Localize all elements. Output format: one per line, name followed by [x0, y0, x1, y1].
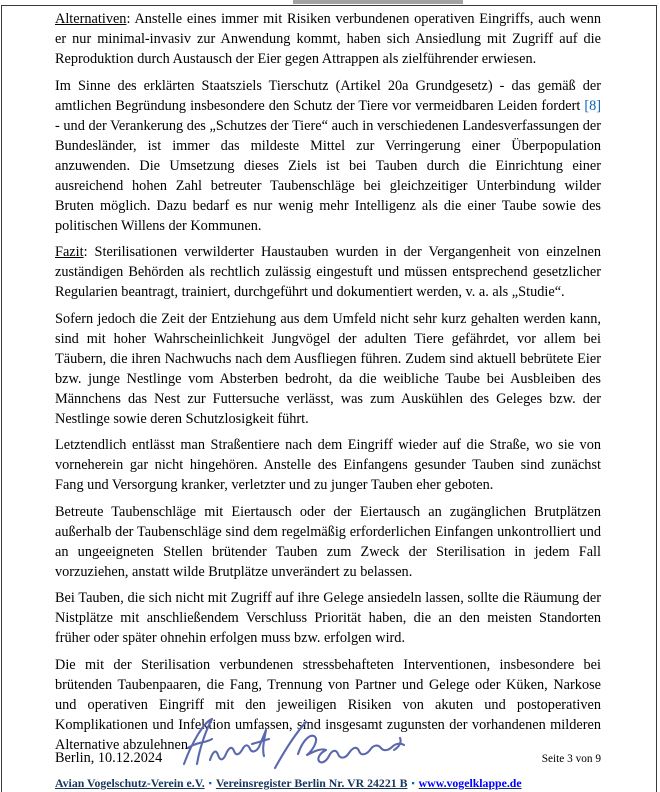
footer-separator-icon: ▪ — [411, 778, 415, 788]
reference-link[interactable]: [8] — [584, 97, 601, 114]
text-segment: Letztendlich entlässt man Straßentiere nach dem Eingriff wieder auf die Straße, wo sie von vorneherein gar nicht hingehören. Anstelle des Einfangens gesunder Tauben sind zunächst Fang und Versorgung kranker, verletzter und zu junger Tauben eher geboten. — [55, 437, 601, 493]
text-segment: Alternativen — [55, 11, 127, 27]
scrollbar-thumb[interactable] — [293, 0, 463, 4]
paragraph — [55, 502, 601, 582]
footer-website-link[interactable]: www.vogelklappe.de — [418, 776, 522, 790]
footer-register: Vereinsregister Berlin Nr. VR 24221 B — [215, 776, 408, 790]
date-place-line: Berlin, 10.12.2024 — [55, 750, 163, 766]
footer-separator-icon: ▪ — [208, 778, 212, 788]
paragraph — [55, 242, 601, 302]
paragraph — [55, 76, 601, 236]
text-segment: Im Sinne des erklärten Staatsziels Tierschutz (Artikel 20a Grundgesetz) - das gemäß der amtlichen Begründung insbesondere den Schutz der Tiere vor vermeidbaren Leiden fordert — [55, 77, 601, 114]
text-segment: : Anstelle eines immer mit Risiken verbundenen operativen Eingriffs, auch wenn er nur minimal-invasiv zur Anwendung kommt, haben sich Ansiedlung mit Zugriff auf die Reproduktion durch Austausch der Eier gegen Attrappen als zielführender erwiesen. — [55, 11, 601, 67]
paragraph — [55, 435, 601, 495]
text-segment: - und der Verankerung des „Schutzes der Tiere“ auch in verschiedenen Landesverfassungen der Bundesländer, ist immer das mildeste Mittel zur Verringerung einer Überpopulation anzuwenden. Die Umsetzung dieses Ziels ist bei Tauben durch die Einrichtung einer ausreichend hohen Zahl betreuter Taubenschläge bei gleichzeitiger Unterbindung wilder Bruten möglich. Dazu bedarf es nur wenig mehr Intelligenz als die einer Taube sowie des politischen Willens der Kommunen. — [55, 117, 601, 234]
paragraph — [55, 9, 601, 69]
paragraph — [55, 309, 601, 429]
page-footer — [55, 776, 615, 791]
text-segment: Betreute Taubenschläge mit Eiertausch oder der Eiertausch an zugänglichen Brutplätzen außerhalb der Taubenschläge sind dem regelmäßig erforderlichen Einfangen unkontrolliert und an ungeeigneten Stellen brütender Tauben zum Zweck der Sterilisation in jedem Fall vorzuziehen, anstatt wilde Brutplätze unverändert zu belassen. — [55, 503, 601, 580]
footer-org: Avian Vogelschutz-Verein e.V. — [55, 776, 205, 790]
paragraphs — [55, 9, 601, 761]
text-segment: Bei Tauben, die sich nicht mit Zugriff auf ihre Gelege ansiedeln lassen, sollte die Räumung der Nistplätze mit anschließendem Verschluss Priorität haben, die an den meisten Standorten früher oder später ohnehin erfolgen muss bzw. erfolgen wird. — [55, 590, 601, 646]
text-segment: : Sterilisationen verwilderter Haustauben wurden in der Vergangenheit von einzelnen zuständigen Behörden als rechtlich zulässig eingestuft und müssen entsprechend gesetzlicher Regularien beantragt, trainiert, durchgeführt und dokumentiert werden, v. a. als „Studie“. — [55, 244, 601, 300]
paragraph — [55, 588, 601, 648]
signature — [178, 712, 408, 778]
page-number: Seite 3 von 9 — [541, 753, 601, 765]
text-segment: Die mit der Sterilisation verbundenen stressbehafteten Interventionen, insbesondere bei brütenden Taubenpaaren, die Fang, Trennung von Partner und Gelege oder Küken, Narkose und operativen Eingriff mit den jeweiligen Risiken von akuten und postoperativen Komplikationen und Infektion umfassen, sind insgesamt zugunsten der vorhandenen milderen Alternative abzulehnen. — [55, 656, 601, 753]
text-segment: Sofern jedoch die Zeit der Entziehung aus dem Umfeld nicht sehr kurz gehalten werden kann, sind mit hoher Wahrscheinlichkeit Jungvögel der adulten Tiere gefährdet, vor allem bei Täubern, die ihren Nachwuchs nach dem Ausfliegen führen. Zudem sind aktuell bebrütete Eier bzw. junge Nestlinge vom Absterben bedroht, da die weibliche Taube bei Ausbleiben des Männchens das Nest zur Futtersuche verlässt, was zum Auskühlen des Geleges bzw. der Nestlinge sowie deren Schutzlosigkeit führt. — [55, 310, 601, 427]
text-segment: Fazit — [55, 244, 84, 260]
